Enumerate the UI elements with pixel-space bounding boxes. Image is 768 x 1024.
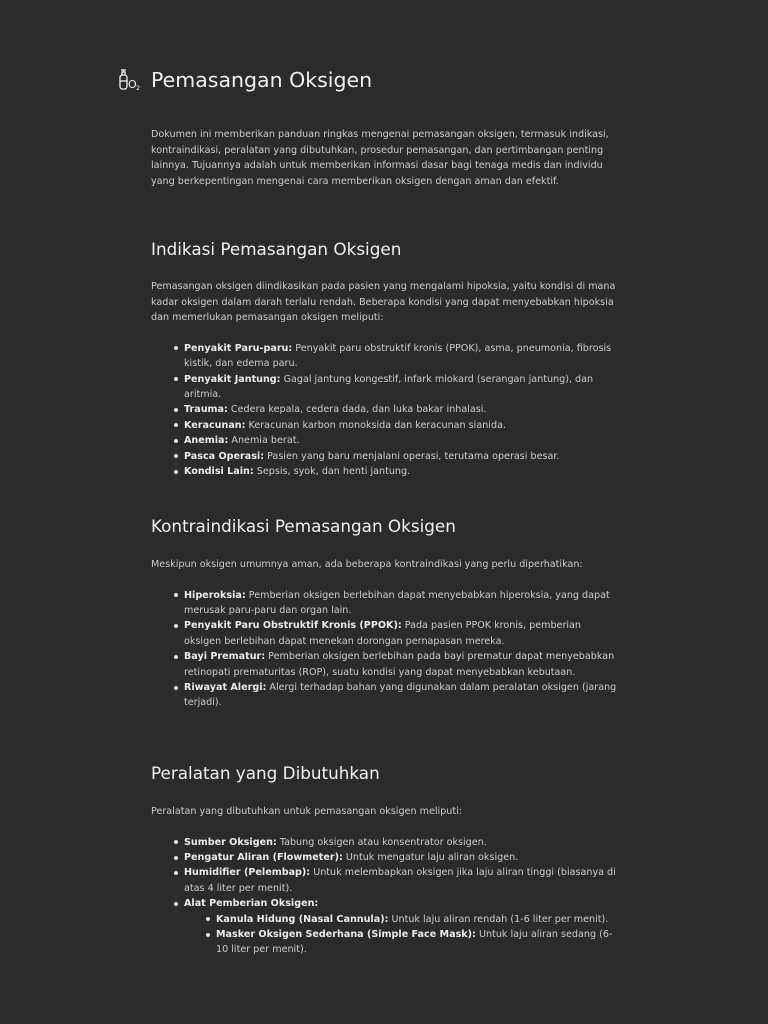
section-indikasi [151, 238, 621, 479]
oxygen-tank-icon [117, 66, 145, 94]
section-heading: Indikasi Pemasangan Oksigen [151, 239, 402, 259]
indikasi-list [151, 341, 621, 480]
list-item: Trauma: Cedera kepala, cedera dada, dan luka bakar inhalasi. [151, 402, 621, 417]
list-item: Bayi Prematur: Pemberian oksigen berlebihan pada bayi prematur dapat menyebabkan retinopati prematuritas (ROP), suatu kondisi yang dapat menyebabkan kebutaan. [151, 649, 621, 680]
list-item: Penyakit Jantung: Gagal jantung kongestif, infark miokard (serangan jantung), dan aritmia. [151, 372, 621, 403]
peralatan-list [151, 835, 621, 912]
list-item: Kondisi Lain: Sepsis, syok, dan henti jantung. [151, 464, 621, 479]
section-peralatan [151, 762, 621, 958]
alat-pemberian-sublist [151, 912, 621, 958]
svg-text:O: O [128, 78, 137, 91]
list-item: Penyakit Paru Obstruktif Kronis (PPOK): Pada pasien PPOK kronis, pemberian oksigen berlebihan dapat menekan dorongan pernapasan mereka. [151, 618, 621, 649]
section-paragraph: Pemasangan oksigen diindikasikan pada pasien yang mengalami hipoksia, yaitu kondisi di mana kadar oksigen dalam darah terlalu rendah. Beberapa kondisi yang dapat menyebabkan hipoksia dan memerlukan pemasangan oksigen meliputi: [151, 281, 616, 324]
list-item: Hiperoksia: Pemberian oksigen berlebihan dapat menyebabkan hiperoksia, yang dapat merusak paru-paru dan organ lain. [151, 588, 621, 619]
intro [151, 127, 621, 189]
section-paragraph: Meskipun oksigen umumnya aman, ada beberapa kontraindikasi yang perlu diperhatikan: [151, 559, 583, 570]
kontraindikasi-list [151, 588, 621, 711]
title-row [117, 66, 372, 94]
list-item: Pasca Operasi: Pasien yang baru menjalani operasi, terutama operasi besar. [151, 449, 621, 464]
section-heading: Peralatan yang Dibutuhkan [151, 763, 380, 783]
list-item: Riwayat Alergi: Alergi terhadap bahan yang digunakan dalam peralatan oksigen (jarang terjadi). [151, 680, 621, 711]
page-title: Pemasangan Oksigen [151, 68, 373, 92]
list-item: Anemia: Anemia berat. [151, 433, 621, 448]
intro-paragraph: Dokumen ini memberikan panduan ringkas mengenai pemasangan oksigen, termasuk indikasi, kontraindikasi, peralatan yang dibutuhkan, prosedur pemasangan, dan pertimbangan penting lainnya. Tujuannya adalah untuk memberikan informasi dasar bagi tenaga medis dan individu yang berkepentingan mengenai cara memberikan oksigen dengan aman dan efektif. [151, 129, 609, 187]
list-item: Humidifier (Pelembap): Untuk melembapkan oksigen jika laju aliran tinggi (biasanya di atas 4 liter per menit). [151, 865, 621, 896]
section-kontraindikasi [151, 515, 621, 711]
svg-text:2: 2 [136, 84, 141, 92]
list-item: Sumber Oksigen: Tabung oksigen atau konsentrator oksigen. [151, 835, 621, 850]
sub-list-item: Kanula Hidung (Nasal Cannula): Untuk laju aliran rendah (1-6 liter per menit). [151, 912, 621, 927]
list-item: Pengatur Aliran (Flowmeter): Untuk mengatur laju aliran oksigen. [151, 850, 621, 865]
list-item: Penyakit Paru-paru: Penyakit paru obstruktif kronis (PPOK), asma, pneumonia, fibrosis kistik, dan edema paru. [151, 341, 621, 372]
section-paragraph: Peralatan yang dibutuhkan untuk pemasangan oksigen meliputi: [151, 806, 463, 817]
section-heading: Kontraindikasi Pemasangan Oksigen [151, 516, 456, 536]
list-item: Alat Pemberian Oksigen: [151, 896, 621, 911]
sub-list-item: Masker Oksigen Sederhana (Simple Face Mask): Untuk laju aliran sedang (6-10 liter per menit). [151, 927, 621, 958]
list-item: Keracunan: Keracunan karbon monoksida dan keracunan sianida. [151, 418, 621, 433]
